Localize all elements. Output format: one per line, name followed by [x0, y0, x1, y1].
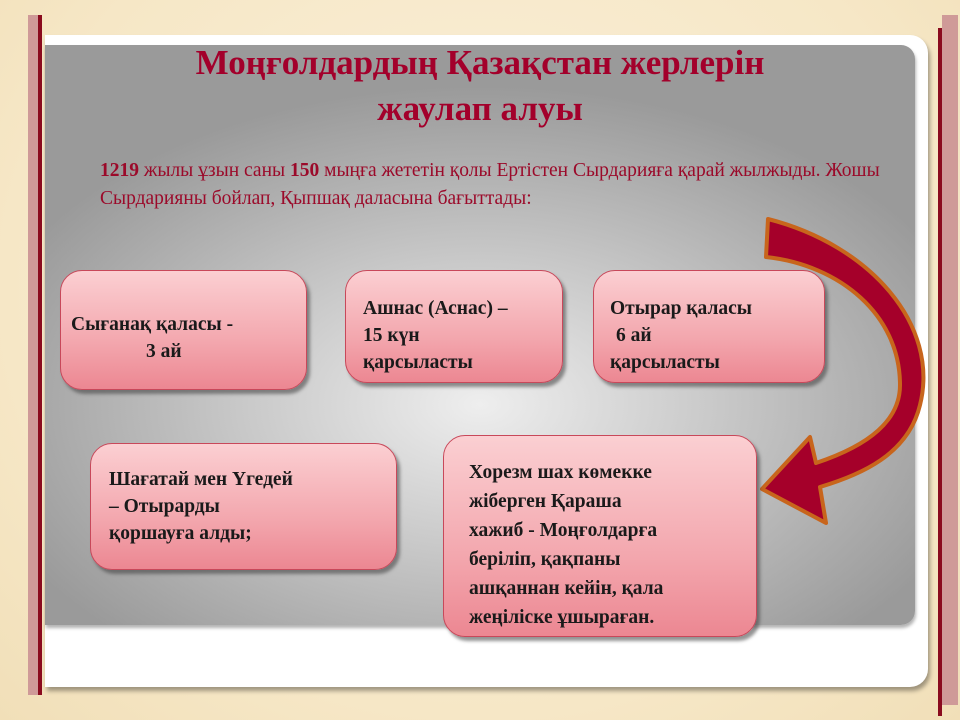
- box-text: қоршауға алды;: [109, 523, 252, 544]
- intro-year: 1219: [100, 160, 139, 181]
- box-text: Хорезм шах көмекке: [469, 462, 652, 483]
- box-syganak: [60, 270, 307, 390]
- box-text: 3 ай: [146, 341, 182, 362]
- box-text: қарсыласты: [610, 352, 720, 373]
- box-text: қарсыласты: [363, 352, 473, 373]
- title-line-1: Моңғолдардың Қазақстан жерлерін: [195, 43, 765, 82]
- box-text: Ашнас (Аснас) –: [363, 298, 508, 319]
- box-text: Шағатай мен Үгедей: [109, 469, 293, 490]
- box-text: Сығанақ қаласы -: [71, 314, 234, 335]
- intro-text-2: мыңға жететін қолы Ертістен Сырдарияға қарай жылжыды. Жошы Сырдарияны бойлап, Қыпшақ даласына бағыттады:: [100, 160, 880, 209]
- right-decor-bar: [942, 15, 958, 705]
- box-otyrar: [593, 270, 825, 383]
- box-text: беріліп, қақпаны: [469, 549, 621, 570]
- title-line-2: жаулап алуы: [377, 89, 583, 128]
- box-text: жіберген Қараша: [469, 491, 622, 512]
- box-text: хажиб - Моңғолдарға: [469, 520, 658, 541]
- box-text: Отырар қаласы: [610, 298, 753, 319]
- box-text: ашқаннан кейін, қала: [469, 578, 664, 599]
- box-text: – Отырарды: [109, 496, 220, 517]
- box-siege: [90, 443, 397, 570]
- intro-count: 150: [289, 160, 320, 181]
- box-text: жеңіліске ұшыраған.: [469, 607, 655, 628]
- box-text: 6 ай: [616, 325, 652, 346]
- box-khorezm: [443, 435, 757, 637]
- box-text: 15 күн: [363, 325, 420, 346]
- slide-title: [45, 40, 915, 132]
- left-decor-line: [38, 15, 42, 695]
- box-ashnas: [345, 270, 563, 383]
- intro-text-1: жылы ұзын саны: [139, 160, 290, 181]
